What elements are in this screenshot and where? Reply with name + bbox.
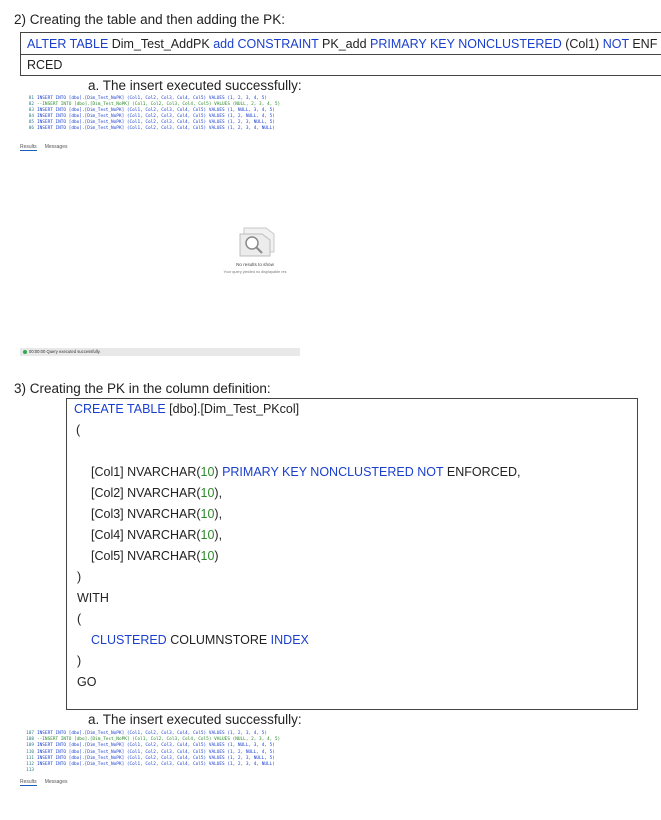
sql-line: INSERT INTO [dbo].[Dim_Test_NoPK] (Col1, Col2, Col3, Col4, Col5) VALUES (1, 2, 3, 4, NULL) <box>37 762 275 767</box>
paren-open-2: ( <box>77 612 82 626</box>
column-text: ), <box>214 507 223 521</box>
result-tabs <box>20 144 75 150</box>
status-bar <box>20 348 300 356</box>
line-number: 108 <box>26 737 34 743</box>
paren-open: ( <box>76 423 81 437</box>
no-results-subtitle: Your query yielded no displayable res <box>223 270 287 274</box>
tab-results[interactable]: Results <box>20 779 37 785</box>
sql-line: INSERT INTO [dbo].[Dim_Test_NoPK] (Col1, Col2, Col3, Col4, Col5) VALUES (1, 2, 3, NULL, 5) <box>37 755 275 761</box>
keyword: INDEX <box>270 633 309 647</box>
line-number: 81 <box>28 96 34 101</box>
result-tabs <box>20 779 75 785</box>
create-table-code-box <box>66 398 638 710</box>
line-number: 110 <box>26 749 34 755</box>
line-number: 86 <box>28 126 34 131</box>
length-value: 10 <box>200 486 215 500</box>
line-number: 85 <box>28 120 34 125</box>
length-value: 10 <box>200 465 215 479</box>
go-keyword: GO <box>77 675 97 689</box>
column-text: [Col5] NVARCHAR( <box>91 549 201 563</box>
query-result-screenshot-1 <box>20 96 300 358</box>
column-text: [Col1] NVARCHAR( <box>91 465 201 479</box>
section3-heading: 3) Creating the PK in the column definition: <box>14 381 271 396</box>
keyword: PRIMARY KEY NONCLUSTERED NOT <box>222 465 444 479</box>
line-number: 107 <box>26 731 34 736</box>
line-number: 83 <box>28 108 34 113</box>
no-results-icon <box>234 224 278 258</box>
column-def-col3 <box>91 504 222 525</box>
column-text: ENFORCED, <box>443 465 521 479</box>
column-def-col1 <box>91 462 521 483</box>
alter-table-statement-box <box>20 32 661 76</box>
section3-caption: a. The insert executed successfully: <box>88 712 302 727</box>
line-number: 111 <box>26 755 34 761</box>
column-def-col4 <box>91 525 222 546</box>
identifier: (Col1) <box>561 37 603 51</box>
alter-table-line <box>27 34 657 55</box>
section2-caption: a. The insert executed successfully: <box>88 78 302 93</box>
sql-line: INSERT INTO [dbo].[Dim_Test_NoPK] (Col1, Col2, Col3, Col4, Col5) VALUES (1, 2, NULL, 4, 5) <box>37 749 275 755</box>
column-text: ), <box>214 486 223 500</box>
column-def-col2 <box>91 483 222 504</box>
keyword: CLUSTERED <box>91 633 167 647</box>
column-text: ), <box>214 528 223 542</box>
column-def-col5 <box>91 546 219 567</box>
with-keyword: WITH <box>77 591 109 605</box>
sql-line: INSERT INTO [dbo].[Dim_Test_NoPK] (Col1, Col2, Col3, Col4, Col5) VALUES (1, NULL, 3, 4, 5) <box>37 743 275 749</box>
tab-messages[interactable]: Messages <box>44 144 68 150</box>
keyword: NOT <box>602 37 629 51</box>
tab-messages[interactable]: Messages <box>44 779 68 785</box>
keyword: PRIMARY KEY NONCLUSTERED <box>370 37 562 51</box>
keyword: ALTER TABLE <box>27 37 109 51</box>
column-text: ) <box>214 465 223 479</box>
column-text: [Col2] NVARCHAR( <box>91 486 201 500</box>
columnstore-index-line <box>91 630 309 651</box>
keyword: add CONSTRAINT <box>213 37 319 51</box>
column-text: [Col3] NVARCHAR( <box>91 507 201 521</box>
length-value: 10 <box>200 507 215 521</box>
tab-results[interactable]: Results <box>20 144 37 150</box>
length-value: 10 <box>200 549 215 563</box>
sql-line: INSERT INTO [dbo].[Dim_Test_NoPK] (Col1, Col2, Col3, Col4, Col5) VALUES (1, 2, 3, 4, NULL) <box>37 126 275 131</box>
length-value: 10 <box>200 528 215 542</box>
query-result-screenshot-2 <box>20 729 320 789</box>
line-number: 113 <box>26 768 34 774</box>
identifier: ENF <box>628 37 658 51</box>
sql-line: INSERT INTO [dbo].[Dim_Test_NoPK] (Col1, Col2, Col3, Col4, Col5) VALUES (1, 2, 3, 4, 5) <box>37 731 267 736</box>
sql-line: INSERT INTO [dbo].[Dim_Test_NoPK] (Col1, Col2, Col3, Col4, Col5) VALUES (1, 2, 3, NULL, 5) <box>37 120 275 125</box>
paren-close: ) <box>77 570 82 584</box>
sql-line: INSERT INTO [dbo].[Dim_Test_NoPK] (Col1, Col2, Col3, Col4, Col5) VALUES (1, NULL, 3, 4, 5) <box>37 108 275 113</box>
sql-line: INSERT INTO [dbo].[Dim_Test_NoPK] (Col1, Col2, Col3, Col4, Col5) VALUES (1, 2, NULL, 4, 5) <box>37 114 275 119</box>
section2-heading: 2) Creating the table and then adding the PK: <box>14 12 285 27</box>
status-text: 00:00:00 Query executed successfully. <box>29 349 101 354</box>
alter-table-wrap-line: RCED <box>27 58 63 72</box>
sql-line: --INSERT INTO [dbo].[Dim_Test_NoPK] (Col1, Col2, Col3, Col4, Col5) VALUES (NULL, 2, 3, 4, 5) <box>37 737 281 743</box>
identifier: Dim_Test_AddPK <box>108 37 214 51</box>
identifier: [dbo].[Dim_Test_PKcol] <box>165 402 300 416</box>
no-results-title: No results to show <box>236 262 274 267</box>
success-icon <box>23 350 27 354</box>
keyword: CREATE TABLE <box>74 402 166 416</box>
line-number: 112 <box>26 762 34 767</box>
create-table-line <box>74 399 299 420</box>
sql-line: --INSERT INTO [dbo].[Dim_Test_NoPK] (Col1, Col2, Col3, Col4, Col5) VALUES (NULL, 2, 3, 4, 5) <box>37 102 281 107</box>
line-number: 109 <box>26 743 34 749</box>
sql-line: INSERT INTO [dbo].[Dim_Test_NoPK] (Col1, Col2, Col3, Col4, Col5) VALUES (1, 2, 3, 4, 5) <box>37 96 267 101</box>
column-text: COLUMNSTORE <box>166 633 271 647</box>
line-number: 84 <box>28 114 34 119</box>
identifier: PK_add <box>318 37 370 51</box>
column-text: [Col4] NVARCHAR( <box>91 528 201 542</box>
line-number: 82 <box>28 102 34 107</box>
column-text: ) <box>214 549 219 563</box>
paren-close-2: ) <box>77 654 82 668</box>
